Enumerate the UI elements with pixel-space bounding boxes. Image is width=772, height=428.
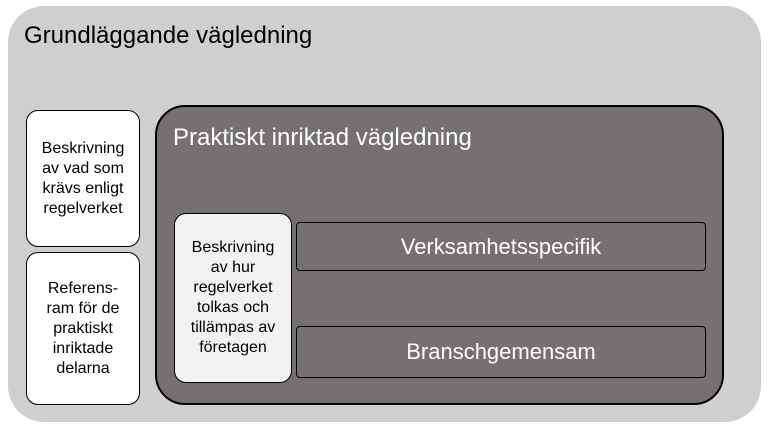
practical-guidance-title: Praktiskt inriktad vägledning [173,124,472,151]
requirements-description-box [26,110,140,247]
industry-common-bar [296,326,706,378]
industry-common-label: Branschgemensam [406,339,596,364]
practical-guidance-container [155,105,724,405]
interpretation-description-text: Beskrivning av hur regelverket tolkas och tillämpas av företagen [190,239,276,356]
business-specific-bar [296,222,706,271]
reference-frame-box [26,252,140,405]
requirements-description-text: Beskrivning av vad som krävs enligt regelverket [41,139,125,217]
interpretation-description-box [174,213,292,383]
business-specific-label: Verksamhetsspecifik [400,233,602,259]
reference-frame-text: Referens-ram för de praktiskt inriktade delarna [46,279,120,377]
basic-guidance-title: Grundläggande vägledning [24,22,313,49]
basic-guidance-container [8,6,761,422]
